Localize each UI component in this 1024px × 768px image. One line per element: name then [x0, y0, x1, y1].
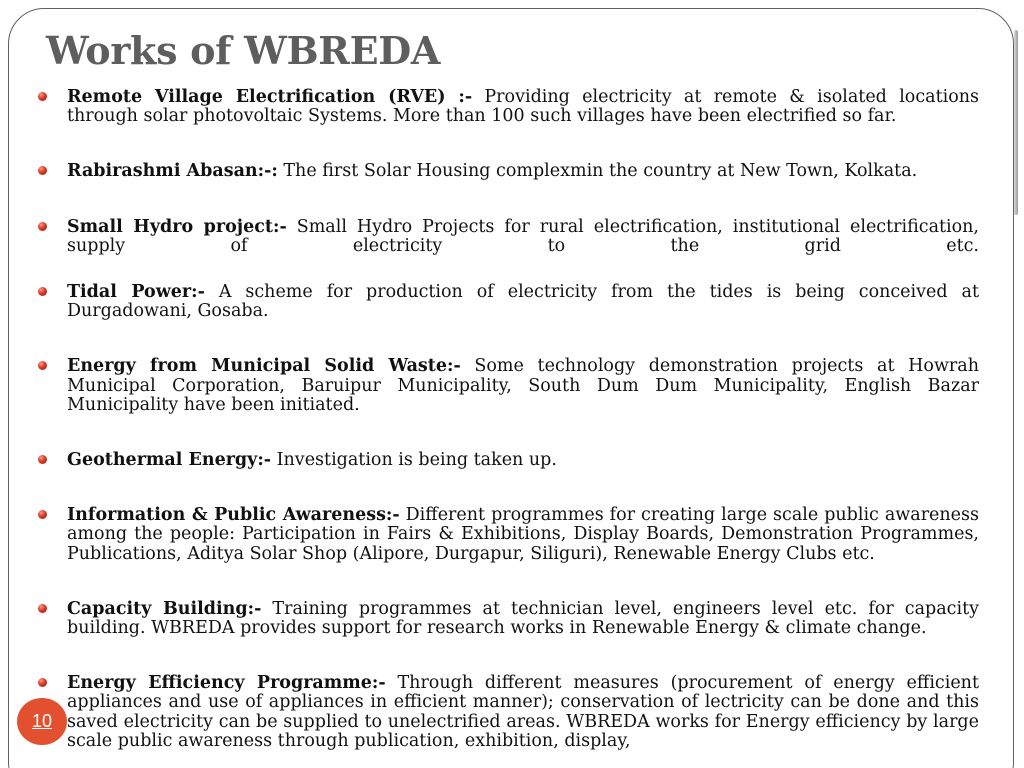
- bullet-text: Training programmes at technician level, engineers level etc. for capacity building. WBREDA provides support for research works in Renewable Energy & climate change.: [67, 598, 979, 639]
- bullet-item-rve: [38, 88, 979, 126]
- red-sphere-bullet-icon: [38, 455, 47, 464]
- bullet-term: Capacity Building:-: [67, 598, 262, 619]
- bullet-term: Rabirashmi Abasan:-:: [67, 161, 278, 182]
- bullet-item-small-hydro: [38, 218, 979, 256]
- bullet-text: Providing electricity at remote & isolated locations through solar photovoltaic Systems. More than 100 such villages have been electrified so far.: [67, 87, 979, 127]
- bullet-term: Energy from Municipal Solid Waste:-: [67, 356, 461, 377]
- bullet-item-geothermal: [38, 451, 979, 470]
- red-sphere-bullet-icon: [38, 510, 47, 519]
- bullet-term: Geothermal Energy:-: [67, 450, 272, 471]
- red-sphere-bullet-icon: [38, 604, 47, 613]
- bullet-text: Investigation is being taken up.: [271, 450, 557, 471]
- red-sphere-bullet-icon: [38, 92, 47, 101]
- red-sphere-bullet-icon: [38, 287, 47, 296]
- bullet-term: Information & Public Awareness:-: [67, 505, 400, 526]
- bullet-text: Different programmes for creating large scale public awareness among the people: Participation in Fairs & Exhibitions, Display Boards, Demonstration Programmes, Publications, Aditya Solar Shop (Alipore, Durgapur, Siliguri), Renewable Energy Clubs etc.: [67, 505, 980, 564]
- bullet-item-municipal-solid-waste: [38, 357, 979, 415]
- bullet-text: A scheme for production of electricity from the tides is being conceived at Durgadowani, Gosaba.: [67, 282, 979, 322]
- bullet-text: The first Solar Housing complexmin the country at New Town, Kolkata.: [277, 161, 918, 182]
- bullet-item-tidal-power: [38, 283, 979, 321]
- red-sphere-bullet-icon: [38, 678, 47, 687]
- red-sphere-bullet-icon: [38, 361, 47, 370]
- red-sphere-bullet-icon: [38, 166, 47, 175]
- bullet-text: Small Hydro Projects for rural electrification, institutional electrification, supply of electricity to the grid etc.: [67, 216, 979, 256]
- bullet-list: [38, 88, 979, 751]
- bullet-term: Small Hydro project:-: [67, 216, 287, 237]
- page-number-badge[interactable]: 10: [17, 698, 67, 745]
- bullet-text: Some technology demonstration projects at Howrah Municipal Corporation, Baruipur Municipality, South Dum Dum Municipality, English Bazar Municipality have been initiated.: [67, 356, 980, 415]
- bullet-item-rabirashmi: [38, 162, 979, 181]
- bullet-term: Tidal Power:-: [67, 282, 205, 303]
- bullet-item-capacity-building: [38, 600, 979, 638]
- bullet-term: Remote Village Electrification (RVE) :-: [67, 87, 473, 107]
- bullet-term: Energy Efficiency Programme:-: [67, 673, 386, 694]
- bullet-item-public-awareness: [38, 506, 979, 564]
- bullet-item-energy-efficiency: [38, 674, 979, 751]
- slide-title: Works of WBREDA: [46, 28, 441, 73]
- bullet-text: Through different measures (procurement of energy efficient appliances and use of appliances in efficient manner); conservation of lectricity can be done and this saved electricity can be supplied to unelectrified areas. WBREDA works for Energy efficiency by large scale public awareness through publication, exhibition, display,: [67, 673, 979, 751]
- frame-edge-shadow: [1014, 30, 1018, 215]
- red-sphere-bullet-icon: [38, 222, 47, 231]
